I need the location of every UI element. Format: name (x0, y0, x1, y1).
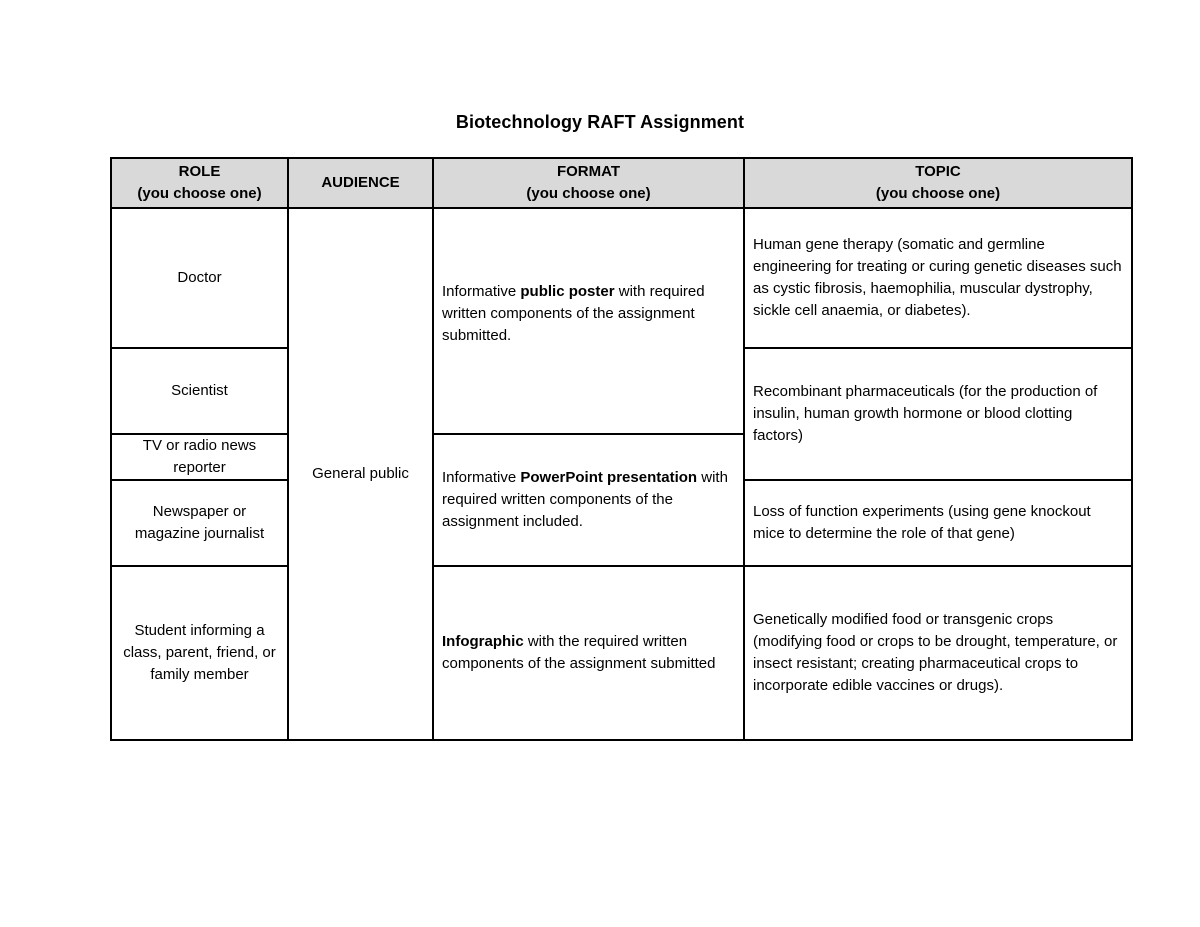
format-header-subtitle: (you choose one) (526, 185, 651, 202)
audience-cell: General public (288, 208, 433, 740)
topic-header-title: TOPIC (915, 163, 961, 180)
format-cell-infographic (433, 566, 744, 740)
role-header-subtitle: (you choose one) (137, 185, 262, 202)
format-poster-bold: public poster (520, 283, 615, 300)
topic-cell-gene-therapy: Human gene therapy (somatic and germline engineering for treating or curing genetic diseases such as cystic fibrosis, haemophilia, muscular dystrophy, sickle cell anaemia, or diabetes). (744, 208, 1132, 348)
role-cell-journalist: Newspaper or magazine journalist (111, 480, 288, 566)
format-header (433, 158, 744, 208)
format-powerpoint-pre: Informative (442, 469, 521, 486)
format-infographic-post: with the required written components of the assignment submitted (442, 633, 716, 672)
topic-cell-gm-food: Genetically modified food or transgenic crops (modifying food or crops to be drought, temperature, or insect resistant; creating pharmaceutical crops to incorporate edible vaccines or drugs). (744, 566, 1132, 740)
format-powerpoint-bold: PowerPoint presentation (520, 469, 698, 486)
format-poster-pre: Informative (442, 283, 521, 300)
table-row (111, 566, 1132, 740)
header-row (111, 158, 1132, 208)
page-title: Biotechnology RAFT Assignment (455, 112, 745, 132)
role-header-title: ROLE (178, 163, 221, 180)
format-cell-poster (433, 208, 744, 434)
role-cell-reporter: TV or radio news reporter (111, 434, 288, 480)
format-infographic-bold: Infographic (442, 633, 524, 650)
audience-header (288, 158, 433, 208)
topic-header (744, 158, 1132, 208)
topic-header-subtitle: (you choose one) (875, 185, 1001, 202)
raft-table (110, 157, 1133, 741)
topic-cell-recombinant: Recombinant pharmaceuticals (for the production of insulin, human growth hormone or blood clotting factors) (744, 348, 1132, 480)
format-poster-post: with required written components of the assignment submitted. (442, 283, 705, 344)
role-header (111, 158, 288, 208)
format-powerpoint-post: with required written components of the assignment included. (442, 469, 728, 530)
role-cell-scientist: Scientist (111, 348, 288, 434)
table-row (111, 208, 1132, 348)
role-cell-doctor: Doctor (111, 208, 288, 348)
format-header-title: FORMAT (556, 163, 621, 180)
audience-header-title: AUDIENCE (321, 174, 400, 191)
role-cell-student: Student informing a class, parent, friend, or family member (111, 566, 288, 740)
format-cell-powerpoint (433, 434, 744, 566)
topic-cell-loss-of-function: Loss of function experiments (using gene knockout mice to determine the role of that gene) (744, 480, 1132, 566)
